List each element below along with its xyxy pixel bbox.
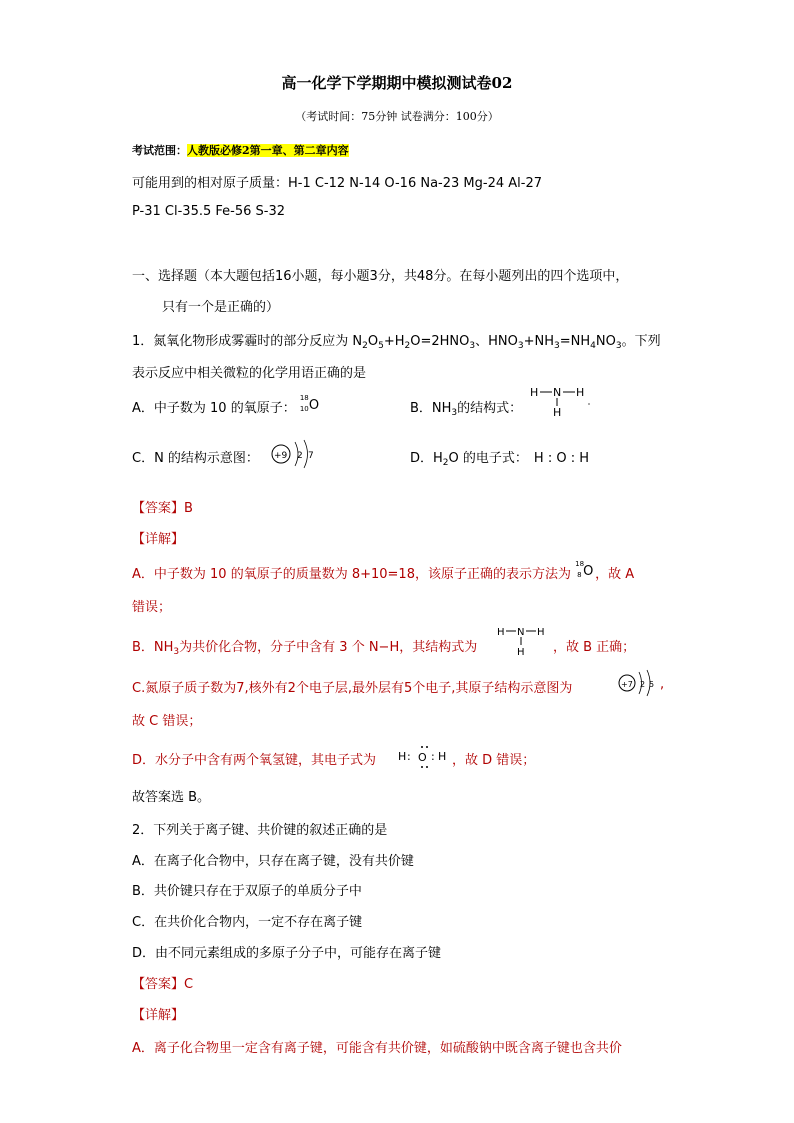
q1-option-d: D．$H_2O$ 的电子式： H : O : H [410,451,589,468]
q1-exp-b-cont: ，故 B 正确； [553,640,636,655]
svg-text:2: 2 [640,680,646,689]
svg-text:+7: +7 [621,680,633,689]
q2-answer: 【答案】C [132,977,194,992]
q1-exp-c-cont: 故 C 错误； [132,714,202,729]
q1-answer: 【答案】B [132,501,193,516]
q2-exp-a: A．离子化合物里一定含有离子键，可能含有共价键，如硫酸钠中既含离子键也含共价 [132,1041,622,1056]
svg-text:H: H [576,386,585,399]
svg-text:H: H [398,750,407,763]
o18-wrong-notation: 18 10 O [299,394,320,413]
q2-detail-label: 【详解】 [132,1008,185,1023]
svg-text:N: N [517,627,525,638]
section-heading-cont: 只有一个是正确的） [162,300,280,315]
page-title: 高一化学下学期期中模拟测试卷02 [281,74,513,92]
q1-exp-a: A．中子数为 10 的氧原子的质量数为 8+10=18，该原子正确的表示方法为 18 8 O ，故 A [132,560,635,582]
nh3-structure-wrong [526,384,592,420]
q2-option-b: B．共价键只存在于双原子的单质分子中 [132,884,362,899]
exam-range-label: 考试范围： [132,144,187,157]
svg-text:5: 5 [649,680,655,689]
exam-info: （考试时间：75分钟 试卷满分：100分） [295,110,499,123]
svg-text:H: H [438,750,447,763]
n-atom-diagram-wrong [268,432,324,472]
q2-stem: 2．下列关于离子键、共价键的叙述正确的是 [132,823,388,838]
q2-option-c: C．在共价化合物内，一定不存在离子键 [132,915,363,930]
svg-text:H: H [530,386,539,399]
q1-exp-b: B．$NH_3$为共价化合物，分子中含有 3 个 N−H，其结构式为 [132,640,478,657]
q1-exp-a-cont: 错误； [132,600,172,615]
q1-stem-line2: 表示反应中相关微粒的化学用语正确的是 [132,366,367,381]
q1-option-a: A．中子数为 10 的氧原子： 18 10 O [132,397,322,416]
q1-exp-c-comma: , [660,677,665,692]
svg-text:+9: +9 [274,451,288,461]
svg-text:H: H [537,627,545,638]
o18-correct-notation: 18 8 O [575,560,594,579]
q1-detail-label: 【详解】 [132,532,185,547]
svg-text:2: 2 [297,451,303,461]
atomic-masses-line2: P-31 Cl-35.5 Fe-56 S-32 [132,204,285,219]
svg-text:7: 7 [308,451,314,461]
q1-option-c: C．N 的结构示意图： [132,451,259,466]
svg-text:H: H [517,647,525,658]
exam-range [132,142,349,158]
n-atom-diagram-correct [616,665,665,701]
q1-exp-d: D．水分子中含有两个氧氢键，其电子式为 [132,753,377,768]
exam-range-value: 人教版必修2第一章、第二章内容 [187,144,349,157]
nh3-structure-correct [495,622,551,658]
q2-option-d: D．由不同元素组成的多原子分子中，可能存在离子键 [132,946,442,961]
svg-text::: : [407,750,411,763]
svg-text:H: H [553,406,562,419]
q2-option-a: A．在离子化合物中，只存在离子键，没有共价键 [132,854,414,869]
q1-exp-c: C.氮原子质子数为7,核外有2个电子层,最外层有5个电子,其原子结构示意图为 [132,681,573,696]
q1-stem-line1: 1．氮氧化物形成雾霾时的部分反应为 $N_2O_5+H_2O=2HNO_3$、$HNO_3+NH_3=NH_4NO_3$。下列 [132,334,661,351]
svg-text:H: H [497,627,505,638]
section-heading: 一、选择题（本大题包括16小题，每小题3分，共48分。在每小题列出的四个选项中， [132,269,629,284]
svg-text:O: O [418,751,427,764]
svg-text:N: N [553,386,562,399]
atomic-masses-line1: 可能用到的相对原子质量：H-1 C-12 N-14 O-16 Na-23 Mg-24 Al-27 [132,176,542,191]
h2o-electron-formula [398,741,452,771]
q1-option-b: B．$NH_3$的结构式： [410,401,523,418]
svg-text::: : [431,750,435,763]
q1-conclusion: 故答案选 B。 [132,790,211,805]
q1-exp-d-cont: ，故 D 错误； [452,753,536,768]
